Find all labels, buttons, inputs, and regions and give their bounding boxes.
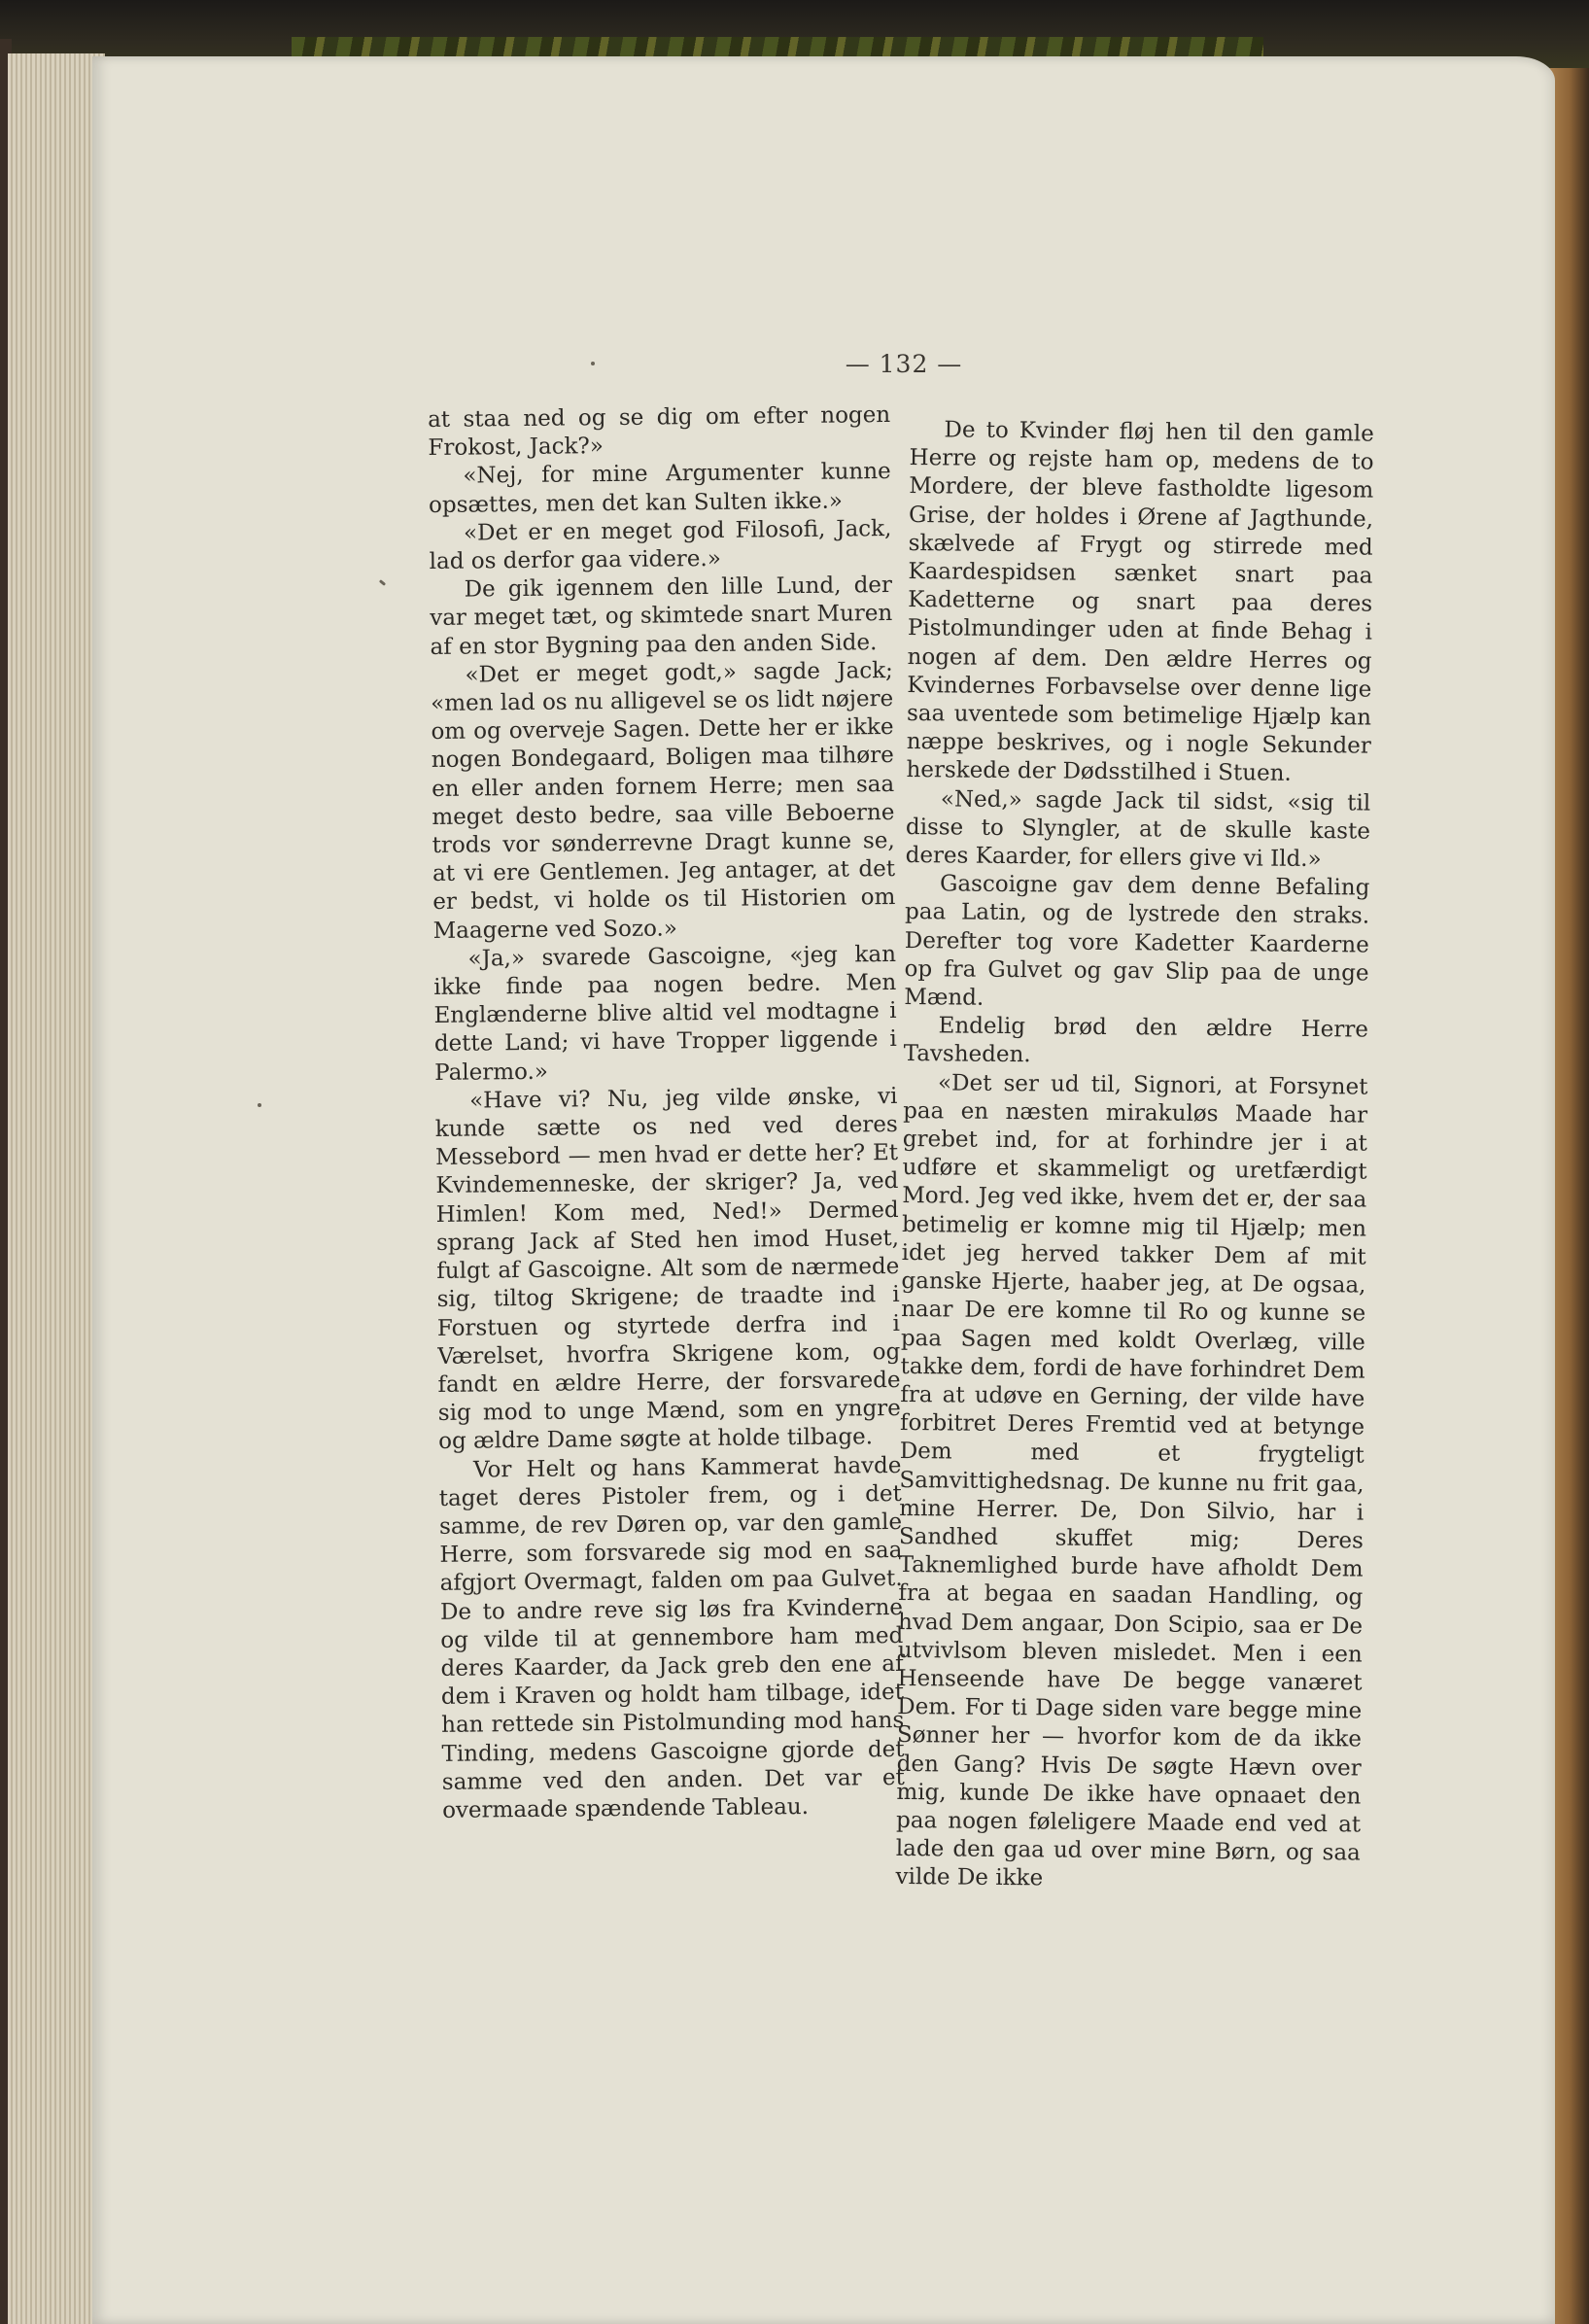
paragraph: Endelig brød den ældre Herre Tavsheden. — [903, 1013, 1369, 1068]
paragraph: at staa ned og se dig om efter nogen Frokost, Jack?» — [428, 402, 891, 462]
page-number: — 132 — — [845, 350, 963, 378]
page-stack-edges — [8, 53, 105, 2324]
paper-speck — [591, 362, 595, 365]
paragraph: «Ja,» svarede Gascoigne, «jeg kan ikke finde paa nogen bedre. Men Englænderne blive altid vel modtagne i dette Land; vi have Tropper liggende i Palermo.» — [433, 941, 897, 1086]
paragraph: «Have vi? Nu, jeg vilde ønske, vi kunde sætte os ned ved deres Messebord — men hvad er dette her? Et Kvindemenneske, der skriger? Ja, ved Himlen! Kom med, Ned!» Dermed sprang Jack af Sted hen imod Huset, fulgt af Gascoigne. Alt som de nærmede sig, tiltog Skrigene; de traadte ind i Forstuen og styrtede derfra ind i Værelset, hvorfra Skrigene kom, og fandt en ældre Herre, der forsvarede sig mod to unge Mænd, som en yngre og ældre Dame søgte at holde tilbage. — [434, 1083, 901, 1455]
paragraph: «Ned,» sagde Jack til sidst, «sig til disse to Slyngler, at de skulle kaste deres Kaarder, for ellers give vi Ild.» — [905, 785, 1371, 873]
paragraph: De gik igennem den lille Lund, der var meget tæt, og skimtede snart Muren af en stor Bygning paa den anden Side. — [430, 572, 893, 660]
paragraph: «Det ser ud til, Signori, at Forsynet paa en næsten mirakuløs Maade har grebet ind, for at forhindre jer i at udføre et skammeligt og uretfærdigt Mord. Jeg ved ikke, hvem det er, der saa betimelig er komne mig til Hjælp; men idet jeg herved takker Dem af mit ganske Hjerte, haaber jeg, at De ogsaa, naar De ere komne til Ro og kunne se paa Sagen med koldt Overlæg, ville takke dem, fordi de have forhindret Dem fra at udøve en Gerning, der vilde have forbitret Deres Fremtid ved at betynge Dem med et frygteligt Samvittighedsnag. De kunne nu frit gaa, mine Herrer. De, Don Silvio, har i Sandhed skuffet mig; Deres Taknemlighed burde have afholdt Dem fra at begaa en saadan Handling, og hvad Dem angaar, Don Scipio, saa er De utvivlsom bleven misledet. Men i een Henseende have De begge vanæret Dem. For ti Dage siden vare begge mine Sønner her — hvorfor kom de da ikke den Gang? Hvis De søgte Hævn over mig, kunde De ikke have opnaaet den paa nogen føleligere Maade end ved at lade den gaa ud over mine Børn, og saa vilde De ikke — [895, 1069, 1368, 1891]
right-text-column — [895, 416, 1374, 1896]
left-text-column — [428, 401, 905, 1825]
paragraph: «Nej, for mine Argumenter kunne opsættes, men det kan Sulten ikke.» — [428, 459, 891, 518]
paragraph: «Det er en meget god Filosofi, Jack, lad os derfor gaa videre.» — [429, 515, 892, 575]
paragraph: De to Kvinder fløj hen til den gamle Herre og rejste ham op, medens de to Mordere, der bleve fastholdte ligesom Grise, der holdes i Ørene af Jagthunde, skælvede af Frygt og stirrede med Kaardespidsen sænket snart paa Kadetterne og snart paa deres Pistolmundinger uden at finde Behag i nogen af dem. Den ældre Herres og Kvindernes Forbavselse over denne lige saa uventede som betimelige Hjælp kan næppe beskrives, og i nogle Sekunder herskede der Dødsstilhed i Stuen. — [906, 417, 1374, 787]
paragraph: Vor Helt og hans Kammerat havde taget deres Pistoler frem, og i det samme, de rev Døren op, var den gamle Herre, som forsvarede sig mod en saa afgjort Overmagt, falden om paa Gulvet. De to andre reve sig løs fra Kvinderne og vilde til at gennembore ham med deres Kaarder, da Jack greb den ene af dem i Kraven og holdt ham tilbage, idet han rettede sin Pistolmunding mod hans Tinding, medens Gascoigne gjorde det samme ved den anden. Det var et overmaade spændende Tableau. — [438, 1452, 905, 1823]
paragraph: «Det er meget godt,» sagde Jack; «men lad os nu alligevel se os lidt nøjere om og overveje Sagen. Dette her er ikke nogen Bondegaard, Boligen maa tilhøre en eller anden fornem Herre; men saa meget desto bedre, saa ville Beboerne trods vor sønderrevne Dragt kunne se, at vi ere Gentlemen. Jeg antager, at det er bedst, vi holde os til Historien om Maagerne ved Sozo.» — [431, 657, 896, 944]
paper-speck — [258, 1103, 261, 1107]
paragraph: Gascoigne gav dem denne Befaling paa Latin, og de lystrede den straks. Derefter tog vore Kadetter Kaarderne op fra Gulvet og gav Slip paa de unge Mænd. — [904, 871, 1370, 1011]
